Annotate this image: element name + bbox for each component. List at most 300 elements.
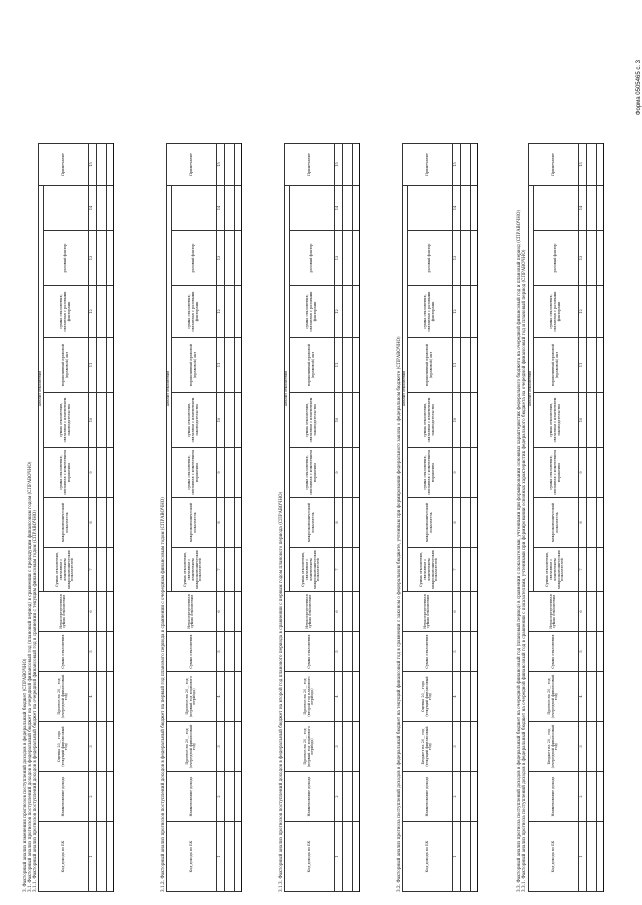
data-cell[interactable]	[224, 722, 234, 772]
data-cell[interactable]	[96, 632, 106, 672]
col-number: 14	[452, 186, 460, 231]
total-cell	[352, 448, 359, 498]
data-cell[interactable]	[96, 592, 106, 632]
col-sum-other: сумма отклонения, связанная с разовыми факторами	[289, 286, 334, 338]
data-cell[interactable]	[224, 231, 234, 286]
col-number: 12	[334, 286, 342, 338]
total-cell	[596, 722, 603, 772]
col-number: 9	[578, 448, 586, 498]
col-number: 7	[88, 548, 96, 592]
total-cell	[596, 632, 603, 672]
col-number: 7	[216, 548, 224, 592]
total-cell	[234, 822, 241, 892]
data-cell[interactable]	[342, 498, 352, 548]
col-base: Бюджет на 20__ год (текущий финансовый год)	[403, 722, 453, 772]
col-sum-other: сумма отклонения, связанная с разовыми факторами	[407, 286, 452, 338]
data-cell[interactable]	[224, 393, 234, 448]
data-cell[interactable]	[342, 548, 352, 592]
col-number: 11	[88, 338, 96, 393]
col-note: Примечание	[403, 144, 453, 186]
data-cell[interactable]	[224, 632, 234, 672]
col-analysis: Анализ отклонения	[403, 186, 408, 592]
col-legal-act: нормативный правовой (правовой) акт	[43, 338, 88, 393]
total-cell	[596, 548, 603, 592]
col-number: 2	[578, 772, 586, 822]
data-cell[interactable]	[342, 144, 352, 186]
col-analysis: Анализ отклонения	[529, 186, 534, 592]
col-number: 3	[216, 722, 224, 772]
col-sum-legal: сумма отклонения, связанная с изменением законодательства	[289, 393, 334, 448]
col-number: 6	[88, 592, 96, 632]
total-cell	[352, 144, 359, 186]
data-cell[interactable]	[224, 498, 234, 548]
col-number: 6	[216, 592, 224, 632]
col-sum-change: Сумма отклонения	[167, 632, 217, 672]
total-cell	[234, 231, 241, 286]
total-cell	[106, 548, 113, 592]
col-number: 12	[88, 286, 96, 338]
data-cell[interactable]	[586, 822, 596, 892]
col-forecast: Прогноз на 20__ год (первый год планового периода)	[167, 672, 217, 722]
col-number: 9	[334, 448, 342, 498]
col-number: 15	[216, 144, 224, 186]
total-cell	[470, 448, 477, 498]
data-cell[interactable]	[460, 772, 470, 822]
col-number: 7	[452, 548, 460, 592]
col-legal-act: нормативный правовой (правовой) акт	[533, 338, 578, 393]
col-name: Наименование дохода	[39, 772, 89, 822]
col-sum-macro: Сумма отклонения, связанная с изменением макроэкономических показателей	[171, 548, 216, 592]
total-cell	[596, 592, 603, 632]
data-cell[interactable]	[342, 186, 352, 231]
total-cell	[352, 498, 359, 548]
col-number: 10	[334, 393, 342, 448]
col-number: 13	[578, 231, 586, 286]
col-number: 14	[216, 186, 224, 231]
data-cell[interactable]	[342, 286, 352, 338]
col-other-factor: разовый фактор	[533, 231, 578, 286]
total-cell	[596, 286, 603, 338]
total-cell	[234, 632, 241, 672]
total-cell	[106, 822, 113, 892]
col-forecast: Прогноз на 20__ год (очередной финансовый год)	[39, 672, 89, 722]
total-cell	[470, 498, 477, 548]
total-cell	[234, 338, 241, 393]
col-macro-ind: макроэкономический показатель	[43, 498, 88, 548]
total-cell	[596, 393, 603, 448]
data-cell[interactable]	[586, 231, 596, 286]
col-number: 15	[88, 144, 96, 186]
col-kbk: Код дохода по БК	[285, 822, 335, 892]
data-cell[interactable]	[96, 231, 106, 286]
col-number: 5	[88, 632, 96, 672]
col-number: 11	[452, 338, 460, 393]
col-sum-norm: сумма отклонения, связанная с изменением норматива	[533, 448, 578, 498]
total-cell	[106, 286, 113, 338]
col-number: 2	[334, 772, 342, 822]
total-cell	[234, 592, 241, 632]
total-cell	[596, 338, 603, 393]
data-cell[interactable]	[460, 286, 470, 338]
total-cell	[470, 548, 477, 592]
col-number: 13	[216, 231, 224, 286]
total-cell	[106, 722, 113, 772]
col-number: 9	[216, 448, 224, 498]
col-number: 5	[452, 632, 460, 672]
col-number: 11	[578, 338, 586, 393]
total-cell	[596, 822, 603, 892]
heading-3-1-1: 3.1.1. Факторный анализ прогнозов поступлений доходов в федеральный бюджет на очередной финансовый год в сравнении с текущим финансовым годом (СПРАВОЧНО)	[32, 510, 37, 892]
col-sum-change: Сумма отклонения	[529, 632, 579, 672]
data-cell[interactable]	[224, 548, 234, 592]
factor-table-3	[284, 143, 360, 892]
col-base: Прогноз на 20__ год (первый год планового периода)	[285, 722, 335, 772]
data-cell[interactable]	[460, 592, 470, 632]
total-cell	[470, 632, 477, 672]
col-kbk: Код дохода по БК	[39, 822, 89, 892]
total-cell	[596, 498, 603, 548]
data-cell[interactable]	[224, 144, 234, 186]
rotated-content	[20, 12, 620, 892]
col-number: 4	[88, 672, 96, 722]
col-number: 11	[334, 338, 342, 393]
heading-3: 3. Факторный анализ изменения прогнозов поступлений доходов в федеральный бюджет (СПРАВОЧНО)	[22, 658, 27, 892]
col-number: 8	[452, 498, 460, 548]
total-cell	[596, 772, 603, 822]
total-cell	[470, 231, 477, 286]
col-base: Бюджет на 20__ год (очередной финансовый год)	[529, 722, 579, 772]
total-cell	[352, 186, 359, 231]
heading-3-1-3: 3.1.3. Факторный анализ прогнозов поступлений доходов в федеральный бюджет на второй год планового периода в сравнении с первым годом планового периода (СПРАВОЧНО)	[278, 491, 283, 892]
total-cell	[234, 393, 241, 448]
total-cell	[352, 592, 359, 632]
col-number: 3	[334, 722, 342, 772]
total-cell	[470, 722, 477, 772]
col-number: 5	[334, 632, 342, 672]
data-cell[interactable]	[224, 286, 234, 338]
col-sum-other: сумма отклонения, связанная с разовыми факторами	[43, 286, 88, 338]
col-sum-macro: Сумма отклонения, связанная с изменением макроэкономических показателей	[533, 548, 578, 592]
col-number: 8	[578, 498, 586, 548]
col-number: 10	[216, 393, 224, 448]
total-cell	[106, 393, 113, 448]
col-number: 6	[452, 592, 460, 632]
data-cell[interactable]	[586, 772, 596, 822]
heading-3-2: 3.2. Факторный анализ прогноза поступлений доходов в федеральный бюджет на текущий финансовый год в сравнении с законом о федеральном бюджете, учтенным при формировании федерального закона о федеральном бюджете (СПРАВОЧНО)	[396, 336, 401, 892]
data-cell[interactable]	[586, 592, 596, 632]
total-cell	[234, 672, 241, 722]
col-number: 14	[88, 186, 96, 231]
data-cell[interactable]	[460, 632, 470, 672]
total-cell	[352, 548, 359, 592]
data-cell[interactable]	[96, 393, 106, 448]
col-sum-legal: сумма отклонения, связанная с изменением законодательства	[43, 393, 88, 448]
col-number: 8	[334, 498, 342, 548]
total-cell	[596, 448, 603, 498]
col-number: 5	[578, 632, 586, 672]
factor-table-1	[38, 143, 114, 892]
total-cell	[470, 338, 477, 393]
col-sum-change: Сумма отклонения	[403, 632, 453, 672]
data-cell[interactable]	[342, 338, 352, 393]
col-note: Примечание	[285, 144, 335, 186]
total-cell	[470, 822, 477, 892]
col-number: 7	[334, 548, 342, 592]
col-uncond: Нераспределенная сумма отклонения	[167, 592, 217, 632]
col-legal-act: нормативный правовой (правовой) акт	[171, 338, 216, 393]
total-cell	[352, 672, 359, 722]
total-cell	[596, 231, 603, 286]
col-kbk: Код дохода по БК	[403, 822, 453, 892]
col-number: 4	[334, 672, 342, 722]
col-forecast: Прогноз на 20__ год (очередной финансовый год)	[529, 672, 579, 722]
total-cell	[352, 231, 359, 286]
form-code: Форма 0505465 с. 3	[636, 60, 642, 116]
col-blank	[407, 186, 452, 231]
data-cell[interactable]	[224, 186, 234, 231]
col-number: 9	[88, 448, 96, 498]
data-cell[interactable]	[460, 498, 470, 548]
total-cell	[352, 286, 359, 338]
col-name: Наименование дохода	[167, 772, 217, 822]
col-number: 8	[216, 498, 224, 548]
col-sum-legal: сумма отклонения, связанная с изменением законодательства	[533, 393, 578, 448]
col-forecast: Оценка 20__ года (текущий финансовый год)	[403, 672, 453, 722]
total-cell	[352, 393, 359, 448]
total-cell	[352, 632, 359, 672]
col-blank	[533, 186, 578, 231]
col-other-factor: разовый фактор	[289, 231, 334, 286]
col-number: 15	[334, 144, 342, 186]
total-cell	[106, 144, 113, 186]
total-cell	[106, 448, 113, 498]
data-cell[interactable]	[586, 672, 596, 722]
data-cell[interactable]	[460, 144, 470, 186]
col-number: 1	[216, 822, 224, 892]
col-analysis: Анализ отклонения	[167, 186, 172, 592]
col-number: 10	[452, 393, 460, 448]
total-cell	[470, 286, 477, 338]
col-base: Прогноз на 20__ год (очередной финансовый год)	[167, 722, 217, 772]
total-cell	[352, 772, 359, 822]
col-number: 12	[452, 286, 460, 338]
col-macro-ind: макроэкономический показатель	[289, 498, 334, 548]
total-cell	[234, 548, 241, 592]
total-cell	[106, 672, 113, 722]
col-number: 13	[88, 231, 96, 286]
data-cell[interactable]	[96, 144, 106, 186]
total-cell	[234, 144, 241, 186]
col-analysis: Анализ отклонения	[285, 186, 290, 592]
data-cell[interactable]	[96, 672, 106, 722]
factor-table-4	[402, 143, 478, 892]
factor-table-2	[166, 143, 242, 892]
data-cell[interactable]	[586, 144, 596, 186]
total-cell	[106, 231, 113, 286]
total-cell	[234, 722, 241, 772]
data-cell[interactable]	[460, 231, 470, 286]
data-cell[interactable]	[586, 186, 596, 231]
col-number: 3	[578, 722, 586, 772]
col-number: 14	[578, 186, 586, 231]
col-number: 10	[88, 393, 96, 448]
col-number: 3	[88, 722, 96, 772]
data-cell[interactable]	[586, 338, 596, 393]
col-name: Наименование дохода	[529, 772, 579, 822]
data-cell[interactable]	[224, 772, 234, 822]
data-cell[interactable]	[96, 548, 106, 592]
data-cell[interactable]	[224, 672, 234, 722]
total-cell	[106, 498, 113, 548]
data-cell[interactable]	[96, 448, 106, 498]
col-kbk: Код дохода по БК	[529, 822, 579, 892]
data-cell[interactable]	[342, 393, 352, 448]
data-cell[interactable]	[342, 592, 352, 632]
total-cell	[234, 448, 241, 498]
data-cell[interactable]	[342, 448, 352, 498]
total-cell	[596, 672, 603, 722]
col-number: 9	[452, 448, 460, 498]
col-number: 13	[452, 231, 460, 286]
col-sum-macro: Сумма отклонения, связанная с изменением макроэкономических показателей	[407, 548, 452, 592]
total-cell	[470, 393, 477, 448]
total-cell	[106, 592, 113, 632]
data-cell[interactable]	[224, 822, 234, 892]
data-cell[interactable]	[460, 822, 470, 892]
col-number: 6	[578, 592, 586, 632]
col-uncond: Нераспределенная сумма отклонения	[39, 592, 89, 632]
data-cell[interactable]	[224, 448, 234, 498]
total-cell	[234, 186, 241, 231]
total-cell	[470, 144, 477, 186]
data-cell[interactable]	[586, 393, 596, 448]
col-number: 12	[578, 286, 586, 338]
col-other-factor: разовый фактор	[407, 231, 452, 286]
col-sum-change: Сумма отклонения	[285, 632, 335, 672]
col-sum-norm: сумма отклонения, связанная с изменением норматива	[43, 448, 88, 498]
data-cell[interactable]	[342, 722, 352, 772]
col-number: 1	[334, 822, 342, 892]
data-cell[interactable]	[96, 498, 106, 548]
col-number: 1	[578, 822, 586, 892]
col-number: 10	[578, 393, 586, 448]
col-sum-norm: сумма отклонения, связанная с изменением норматива	[289, 448, 334, 498]
data-cell[interactable]	[342, 672, 352, 722]
col-base: Оценка 20__ года (текущий финансовый год)	[39, 722, 89, 772]
col-number: 12	[216, 286, 224, 338]
col-blank	[289, 186, 334, 231]
data-cell[interactable]	[96, 772, 106, 822]
col-note: Примечание	[167, 144, 217, 186]
heading-3-1: 3.1. Факторный анализ прогнозов поступлений доходов в федеральный бюджет на очередной финансовый год (плановый период) в сравнении с предыдущим финансовым годом (СПРАВОЧНО)	[27, 461, 32, 892]
heading-3-3: 3.3. Факторный анализ прогноза поступлений доходов в федеральный бюджет на очередной финансовый год (плановый период) в сравнении с показателями, учтенными при формировании основных характеристик федерального бюджета на очередной финансовый год и плановый период (СПРАВОЧНО)	[516, 209, 521, 892]
col-note: Примечание	[39, 144, 89, 186]
total-cell	[352, 338, 359, 393]
data-cell[interactable]	[586, 632, 596, 672]
col-number: 13	[334, 231, 342, 286]
col-sum-change: Сумма отклонения	[39, 632, 89, 672]
data-cell[interactable]	[342, 822, 352, 892]
col-blank	[43, 186, 88, 231]
data-cell[interactable]	[224, 338, 234, 393]
col-number: 5	[216, 632, 224, 672]
col-number: 11	[216, 338, 224, 393]
col-sum-norm: сумма отклонения, связанная с изменением норматива	[171, 448, 216, 498]
data-cell[interactable]	[96, 722, 106, 772]
data-cell[interactable]	[586, 448, 596, 498]
data-cell[interactable]	[342, 632, 352, 672]
col-number: 7	[578, 548, 586, 592]
col-name: Наименование дохода	[285, 772, 335, 822]
col-forecast: Прогноз на 20__ год (второй год планового периода)	[285, 672, 335, 722]
total-cell	[470, 672, 477, 722]
total-cell	[596, 144, 603, 186]
data-cell[interactable]	[96, 822, 106, 892]
data-cell[interactable]	[460, 186, 470, 231]
data-cell[interactable]	[96, 286, 106, 338]
total-cell	[234, 772, 241, 822]
data-cell[interactable]	[460, 722, 470, 772]
total-cell	[234, 286, 241, 338]
total-cell	[352, 822, 359, 892]
col-legal-act: нормативный правовой (правовой) акт	[289, 338, 334, 393]
data-cell[interactable]	[342, 772, 352, 822]
col-number: 3	[452, 722, 460, 772]
col-number: 2	[216, 772, 224, 822]
heading-3-1-2: 3.1.2. Факторный анализ прогнозов поступлений доходов в федеральный бюджет на первый год планового периода в сравнении с очередным финансовым годом (СПРАВОЧНО)	[160, 497, 165, 892]
data-cell[interactable]	[96, 338, 106, 393]
col-blank	[171, 186, 216, 231]
data-cell[interactable]	[586, 548, 596, 592]
total-cell	[106, 338, 113, 393]
col-analysis: Анализ отклонения	[39, 186, 44, 592]
col-sum-other: сумма отклонения, связанная с разовыми факторами	[533, 286, 578, 338]
col-number: 4	[216, 672, 224, 722]
col-number: 14	[334, 186, 342, 231]
data-cell[interactable]	[224, 592, 234, 632]
total-cell	[106, 772, 113, 822]
data-cell[interactable]	[460, 672, 470, 722]
col-other-factor: разовый фактор	[43, 231, 88, 286]
col-sum-macro: Сумма отклонения, связанная с изменением макроэкономических показателей	[289, 548, 334, 592]
col-number: 2	[88, 772, 96, 822]
col-uncond: Нераспределенная сумма отклонения	[285, 592, 335, 632]
col-sum-other: сумма отклонения, связанная с разовыми факторами	[171, 286, 216, 338]
col-number: 15	[452, 144, 460, 186]
heading-3-3-1: 3.3.1. Факторный анализ прогноза поступлений доходов в федеральный бюджет на очередной финансовый год в сравнении с показателями, учтенными при формировании основных характеристик федерального бюджета на очередной финансовый год и плановый период (СПРАВОЧНО)	[521, 249, 526, 892]
data-cell[interactable]	[586, 498, 596, 548]
data-cell[interactable]	[460, 548, 470, 592]
data-cell[interactable]	[96, 186, 106, 231]
data-cell[interactable]	[586, 722, 596, 772]
data-cell[interactable]	[586, 286, 596, 338]
col-sum-legal: сумма отклонения, связанная с изменением законодательства	[407, 393, 452, 448]
data-cell[interactable]	[342, 231, 352, 286]
total-cell	[470, 592, 477, 632]
total-cell	[106, 632, 113, 672]
data-cell[interactable]	[460, 338, 470, 393]
factor-table-5	[528, 143, 604, 892]
col-sum-macro: Сумма отклонения, связанная с изменением макроэкономических показателей	[43, 548, 88, 592]
col-number: 1	[452, 822, 460, 892]
col-name: Наименование дохода	[403, 772, 453, 822]
col-macro-ind: макроэкономический показатель	[171, 498, 216, 548]
col-number: 6	[334, 592, 342, 632]
data-cell[interactable]	[460, 448, 470, 498]
data-cell[interactable]	[460, 393, 470, 448]
col-number: 1	[88, 822, 96, 892]
col-legal-act: нормативный правовой (правовой) акт	[407, 338, 452, 393]
